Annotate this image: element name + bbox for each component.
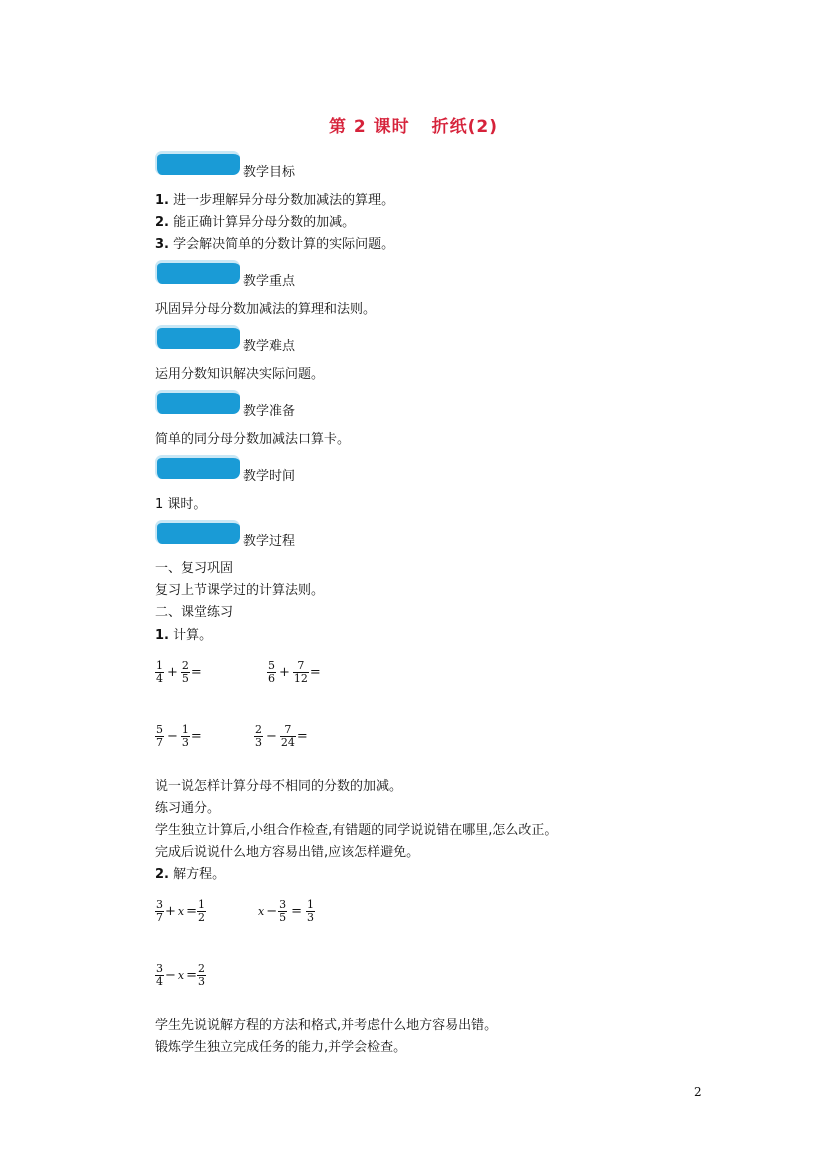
section-label: 教学时间	[243, 469, 296, 484]
process-text: 完成后说说什么地方容易出错,应该怎样避免。	[155, 845, 420, 860]
process-text: 锻炼学生独立完成任务的能力,并学会检查。	[155, 1040, 407, 1055]
equation: $\frac{3}{7}$ + x = $\frac{1}{2}$	[156, 898, 206, 924]
section-tag	[155, 455, 240, 479]
equation: x − $\frac{3}{5}$ = $\frac{1}{3}$	[258, 898, 315, 924]
expression: $\frac{2}{3}$ − $\frac{7}{24}$ =	[255, 723, 308, 749]
process-text: 学生独立计算后,小组合作检查,有错题的同学说说错在哪里,怎么改正。	[155, 823, 558, 838]
goal-item: 3. 学会解决简单的分数计算的实际问题。	[155, 237, 395, 252]
process-text: 说一说怎样计算分母不相同的分数的加减。	[155, 779, 403, 794]
section-tag	[155, 520, 240, 544]
process-heading: 二、课堂练习	[155, 605, 234, 620]
equation: $\frac{3}{4}$ − x = $\frac{2}{3}$	[156, 962, 206, 988]
section-label: 教学过程	[243, 534, 296, 549]
expression: $\frac{1}{4}$ + $\frac{2}{5}$ =	[156, 659, 202, 685]
page-number: 2	[694, 1085, 702, 1099]
section-label: 教学目标	[243, 165, 296, 180]
prep-text: 简单的同分母分数加减法口算卡。	[155, 432, 351, 447]
process-item: 2. 解方程。	[155, 867, 226, 882]
key-text: 巩固异分母分数加减法的算理和法则。	[155, 302, 377, 317]
process-text: 学生先说说解方程的方法和格式,并考虑什么地方容易出错。	[155, 1018, 498, 1033]
goal-item: 1. 进一步理解异分母分数加减法的算理。	[155, 193, 395, 208]
process-heading: 一、复习巩固	[155, 561, 234, 576]
difficult-text: 运用分数知识解决实际问题。	[155, 367, 325, 382]
process-text: 练习通分。	[155, 801, 221, 816]
section-tag	[155, 325, 240, 349]
process-item: 1. 计算。	[155, 628, 213, 643]
lesson-number: 第 2 课时	[328, 117, 410, 137]
section-label: 教学重点	[243, 274, 296, 289]
goal-item: 2. 能正确计算异分母分数的加减。	[155, 215, 356, 230]
lesson-topic: 折纸(2)	[431, 117, 499, 137]
section-label: 教学准备	[243, 404, 296, 419]
section-tag	[155, 151, 240, 175]
section-label: 教学难点	[243, 339, 296, 354]
section-tag	[155, 260, 240, 284]
page-title	[0, 112, 827, 137]
time-text: 1 课时。	[155, 497, 207, 512]
process-text: 复习上节课学过的计算法则。	[155, 583, 325, 598]
expression: $\frac{5}{7}$ − $\frac{1}{3}$ =	[156, 723, 202, 749]
section-tag	[155, 390, 240, 414]
expression: $\frac{5}{6}$ + $\frac{7}{12}$ =	[268, 659, 321, 685]
